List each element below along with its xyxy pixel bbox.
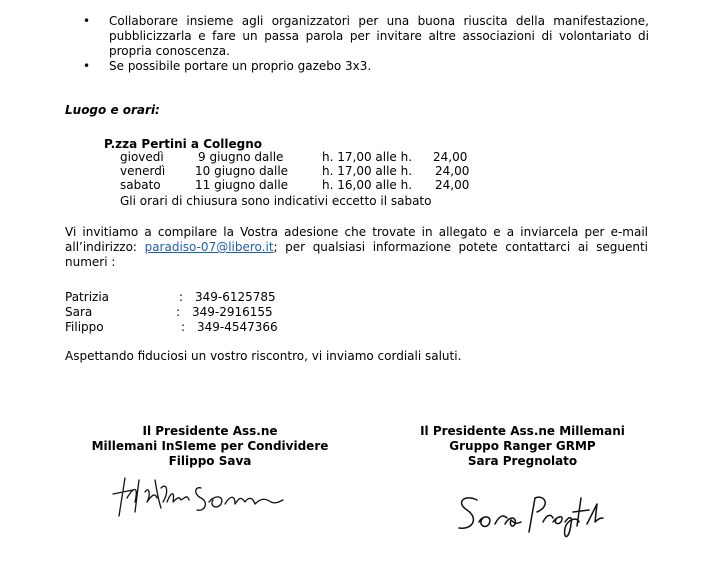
schedule-day: venerdì: [120, 164, 166, 178]
invite-text: Vi invitiamo a compilare la Vostra adesione che trovate in allegato e a inviarcela per e-mail all’indirizzo:: [65, 225, 648, 254]
place-name: P.zza Pertini a Collegno: [104, 137, 262, 151]
email-link[interactable]: paradiso-07@libero.it: [144, 240, 274, 254]
schedule-day: sabato: [120, 178, 161, 192]
schedule-hours: h. 17,00 alle h.: [322, 164, 413, 178]
schedule-day: giovedì: [120, 150, 164, 164]
bullet-item: [83, 14, 649, 59]
signature-name: Filippo Sava: [168, 454, 252, 468]
invite-paragraph: [65, 225, 648, 270]
schedule-date: 11 giugno dalle: [195, 178, 289, 192]
signature-block-right: [400, 424, 645, 469]
schedule-hours: h. 17,00 alle h.: [322, 150, 413, 164]
contact-name: Patrizia: [65, 290, 110, 304]
schedule-end: 24,00: [433, 150, 468, 164]
bullet-text: Collaborare insieme agli organizzatori per una buona riuscita della manifestazione, pubblicizzarla e fare un passa parola per invitare altre associazioni di volontariato di propria conoscenza.: [109, 14, 649, 58]
bullet-text: Se possibile portare un proprio gazebo 3x3.: [109, 59, 372, 73]
contact-separator: :: [181, 320, 186, 334]
schedule-date: 9 giugno dalle: [198, 150, 284, 164]
contact-separator: :: [176, 305, 181, 319]
bullet-symbol: •: [83, 14, 91, 28]
handwritten-signature-right: [453, 488, 608, 543]
schedule-end: 24,00: [435, 164, 470, 178]
schedule-date: 10 giugno dalle: [195, 164, 289, 178]
contact-phone: 349-2916155: [192, 305, 273, 319]
closing-line: Aspettando fiduciosi un vostro riscontro, vi inviamo cordiali saluti.: [65, 349, 462, 363]
invite-text-end: ; per qualsiasi informazione potete contattarci ai seguenti numeri :: [65, 240, 648, 269]
schedule-end: 24,00: [435, 178, 470, 192]
signature-name: Sara Pregnolato: [467, 454, 578, 468]
handwritten-signature-left: [105, 472, 290, 522]
signature-role: Il Presidente Ass.ne: [142, 424, 278, 438]
contact-name: Sara: [65, 305, 93, 319]
signature-association: Gruppo Ranger GRMP: [449, 439, 596, 453]
bullet-symbol: •: [83, 59, 91, 73]
contact-separator: :: [179, 290, 184, 304]
contact-phone: 349-4547366: [197, 320, 278, 334]
contact-phone: 349-6125785: [195, 290, 276, 304]
schedule-hours: h. 16,00 alle h.: [322, 178, 413, 192]
contact-name: Filippo: [65, 320, 104, 334]
section-title: Luogo e orari:: [65, 103, 160, 117]
bullet-item: [83, 59, 649, 74]
signature-association: Millemani InSIeme per Condividere: [91, 439, 329, 453]
bullet-list: [83, 14, 649, 74]
signature-block-left: [60, 424, 360, 469]
signature-role: Il Presidente Ass.ne Millemani: [420, 424, 625, 438]
schedule-note: Gli orari di chiusura sono indicativi eccetto il sabato: [120, 194, 432, 208]
